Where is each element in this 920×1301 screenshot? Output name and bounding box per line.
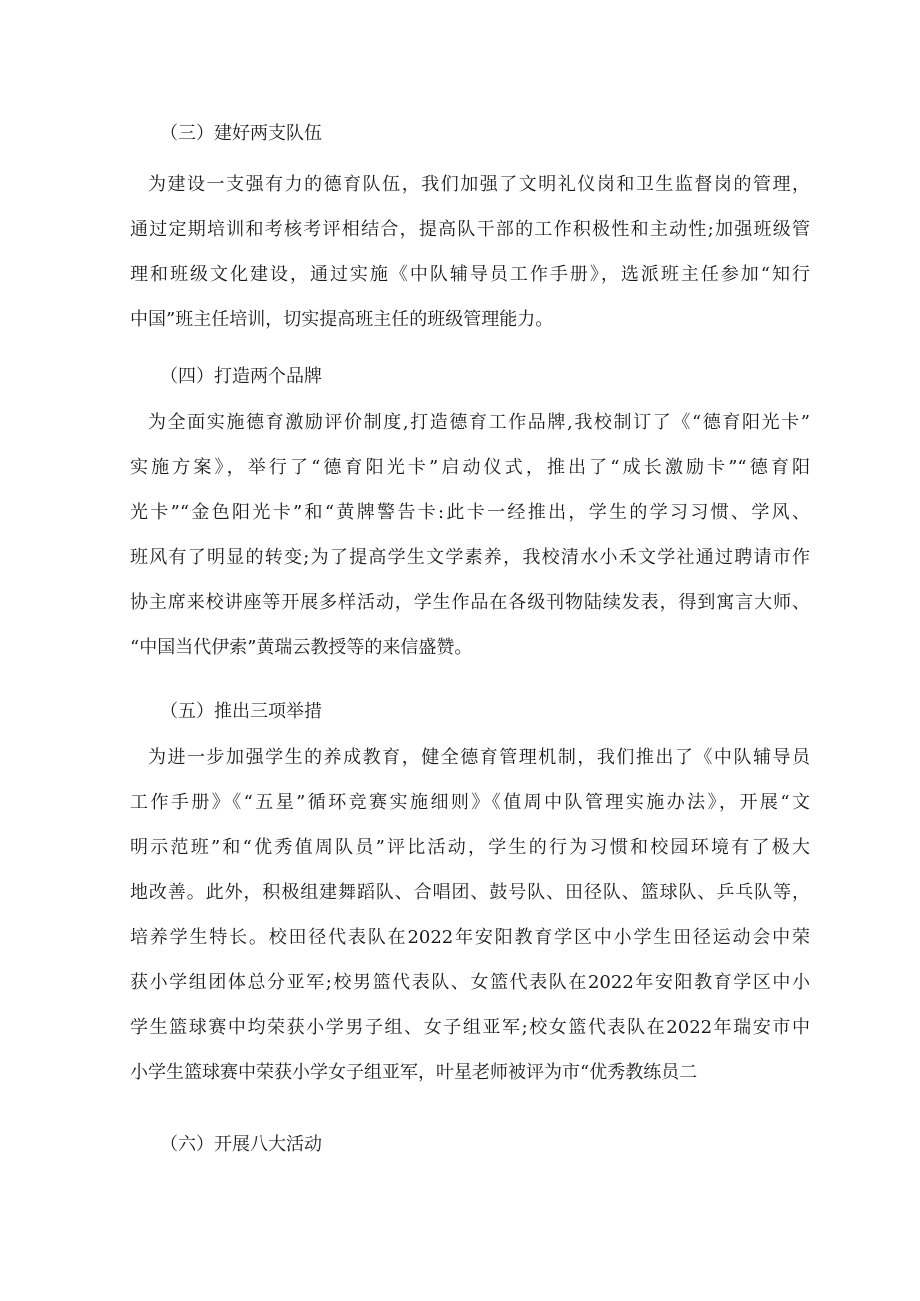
paragraph-line: 中国”班主任培训，切实提高班主任的班级管理能力。	[130, 309, 554, 330]
section-paragraph-4	[130, 411, 810, 681]
paragraph-line: 通过定期培训和考核考评相结合，提高队干部的工作积极性和主动性;加强班级管	[130, 219, 810, 240]
section-heading-6: （六）开展八大活动	[160, 1134, 322, 1155]
paragraph-line: 光卡”“金色阳光卡”和“黄牌警告卡:此卡一经推出，学生的学习习惯、学风、	[130, 502, 810, 523]
paragraph-line: 小学生篮球赛中荣获小学女子组亚军，叶星老师被评为市“优秀教练员二	[130, 1062, 698, 1083]
section-heading-4: （四）打造两个品牌	[160, 366, 322, 387]
paragraph-line: 协主席来校讲座等开展多样活动，学生作品在各级刊物陆续发表，得到寓言大师、	[130, 592, 810, 613]
paragraph-line: 实施方案》，举行了“德育阳光卡”启动仪式，推出了“成长激励卡”“德育阳	[130, 457, 810, 478]
paragraph-line: 学生篮球赛中均荣获小学男子组、女子组亚军;校女篮代表队在2022年瑞安市中	[130, 1017, 810, 1038]
paragraph-line: 理和班级文化建设，通过实施《中队辅导员工作手册》，选派班主任参加“知行	[130, 264, 810, 285]
paragraph-line: 为全面实施德育激励评价制度,打造德育工作品牌,我校制订了《“德育阳光卡”	[148, 412, 810, 433]
section-heading-3: （三）建好两支队伍	[160, 123, 322, 144]
section-paragraph-5	[130, 746, 810, 1106]
paragraph-line: 为进一步加强学生的养成教育，健全德育管理机制，我们推出了《中队辅导员	[148, 747, 810, 768]
paragraph-line: 获小学组团体总分亚军;校男篮代表队、女篮代表队在2022年安阳教育学区中小	[130, 972, 810, 993]
paragraph-line: 为建设一支强有力的德育队伍，我们加强了文明礼仪岗和卫生监督岗的管理，	[148, 174, 810, 195]
paragraph-line: 工作手册》《“五星”循环竞赛实施细则》《值周中队管理实施办法》，开展“文	[130, 792, 810, 813]
paragraph-line: 明示范班”和“优秀值周队员”评比活动，学生的行为习惯和校园环境有了极大	[130, 837, 810, 858]
paragraph-line: 培养学生特长。校田径代表队在2022年安阳教育学区中小学生田径运动会中荣	[130, 927, 810, 948]
section-paragraph-3	[130, 173, 810, 353]
section-heading-5: （五）推出三项举措	[160, 701, 322, 722]
paragraph-line: 班风有了明显的转变;为了提高学生文学素养，我校清水小禾文学社通过聘请市作	[130, 547, 810, 568]
paragraph-line: 地改善。此外，积极组建舞蹈队、合唱团、鼓号队、田径队、篮球队、乒乓队等，	[130, 882, 810, 903]
paragraph-line: “中国当代伊索”黄瑞云教授等的来信盛赞。	[130, 637, 473, 658]
